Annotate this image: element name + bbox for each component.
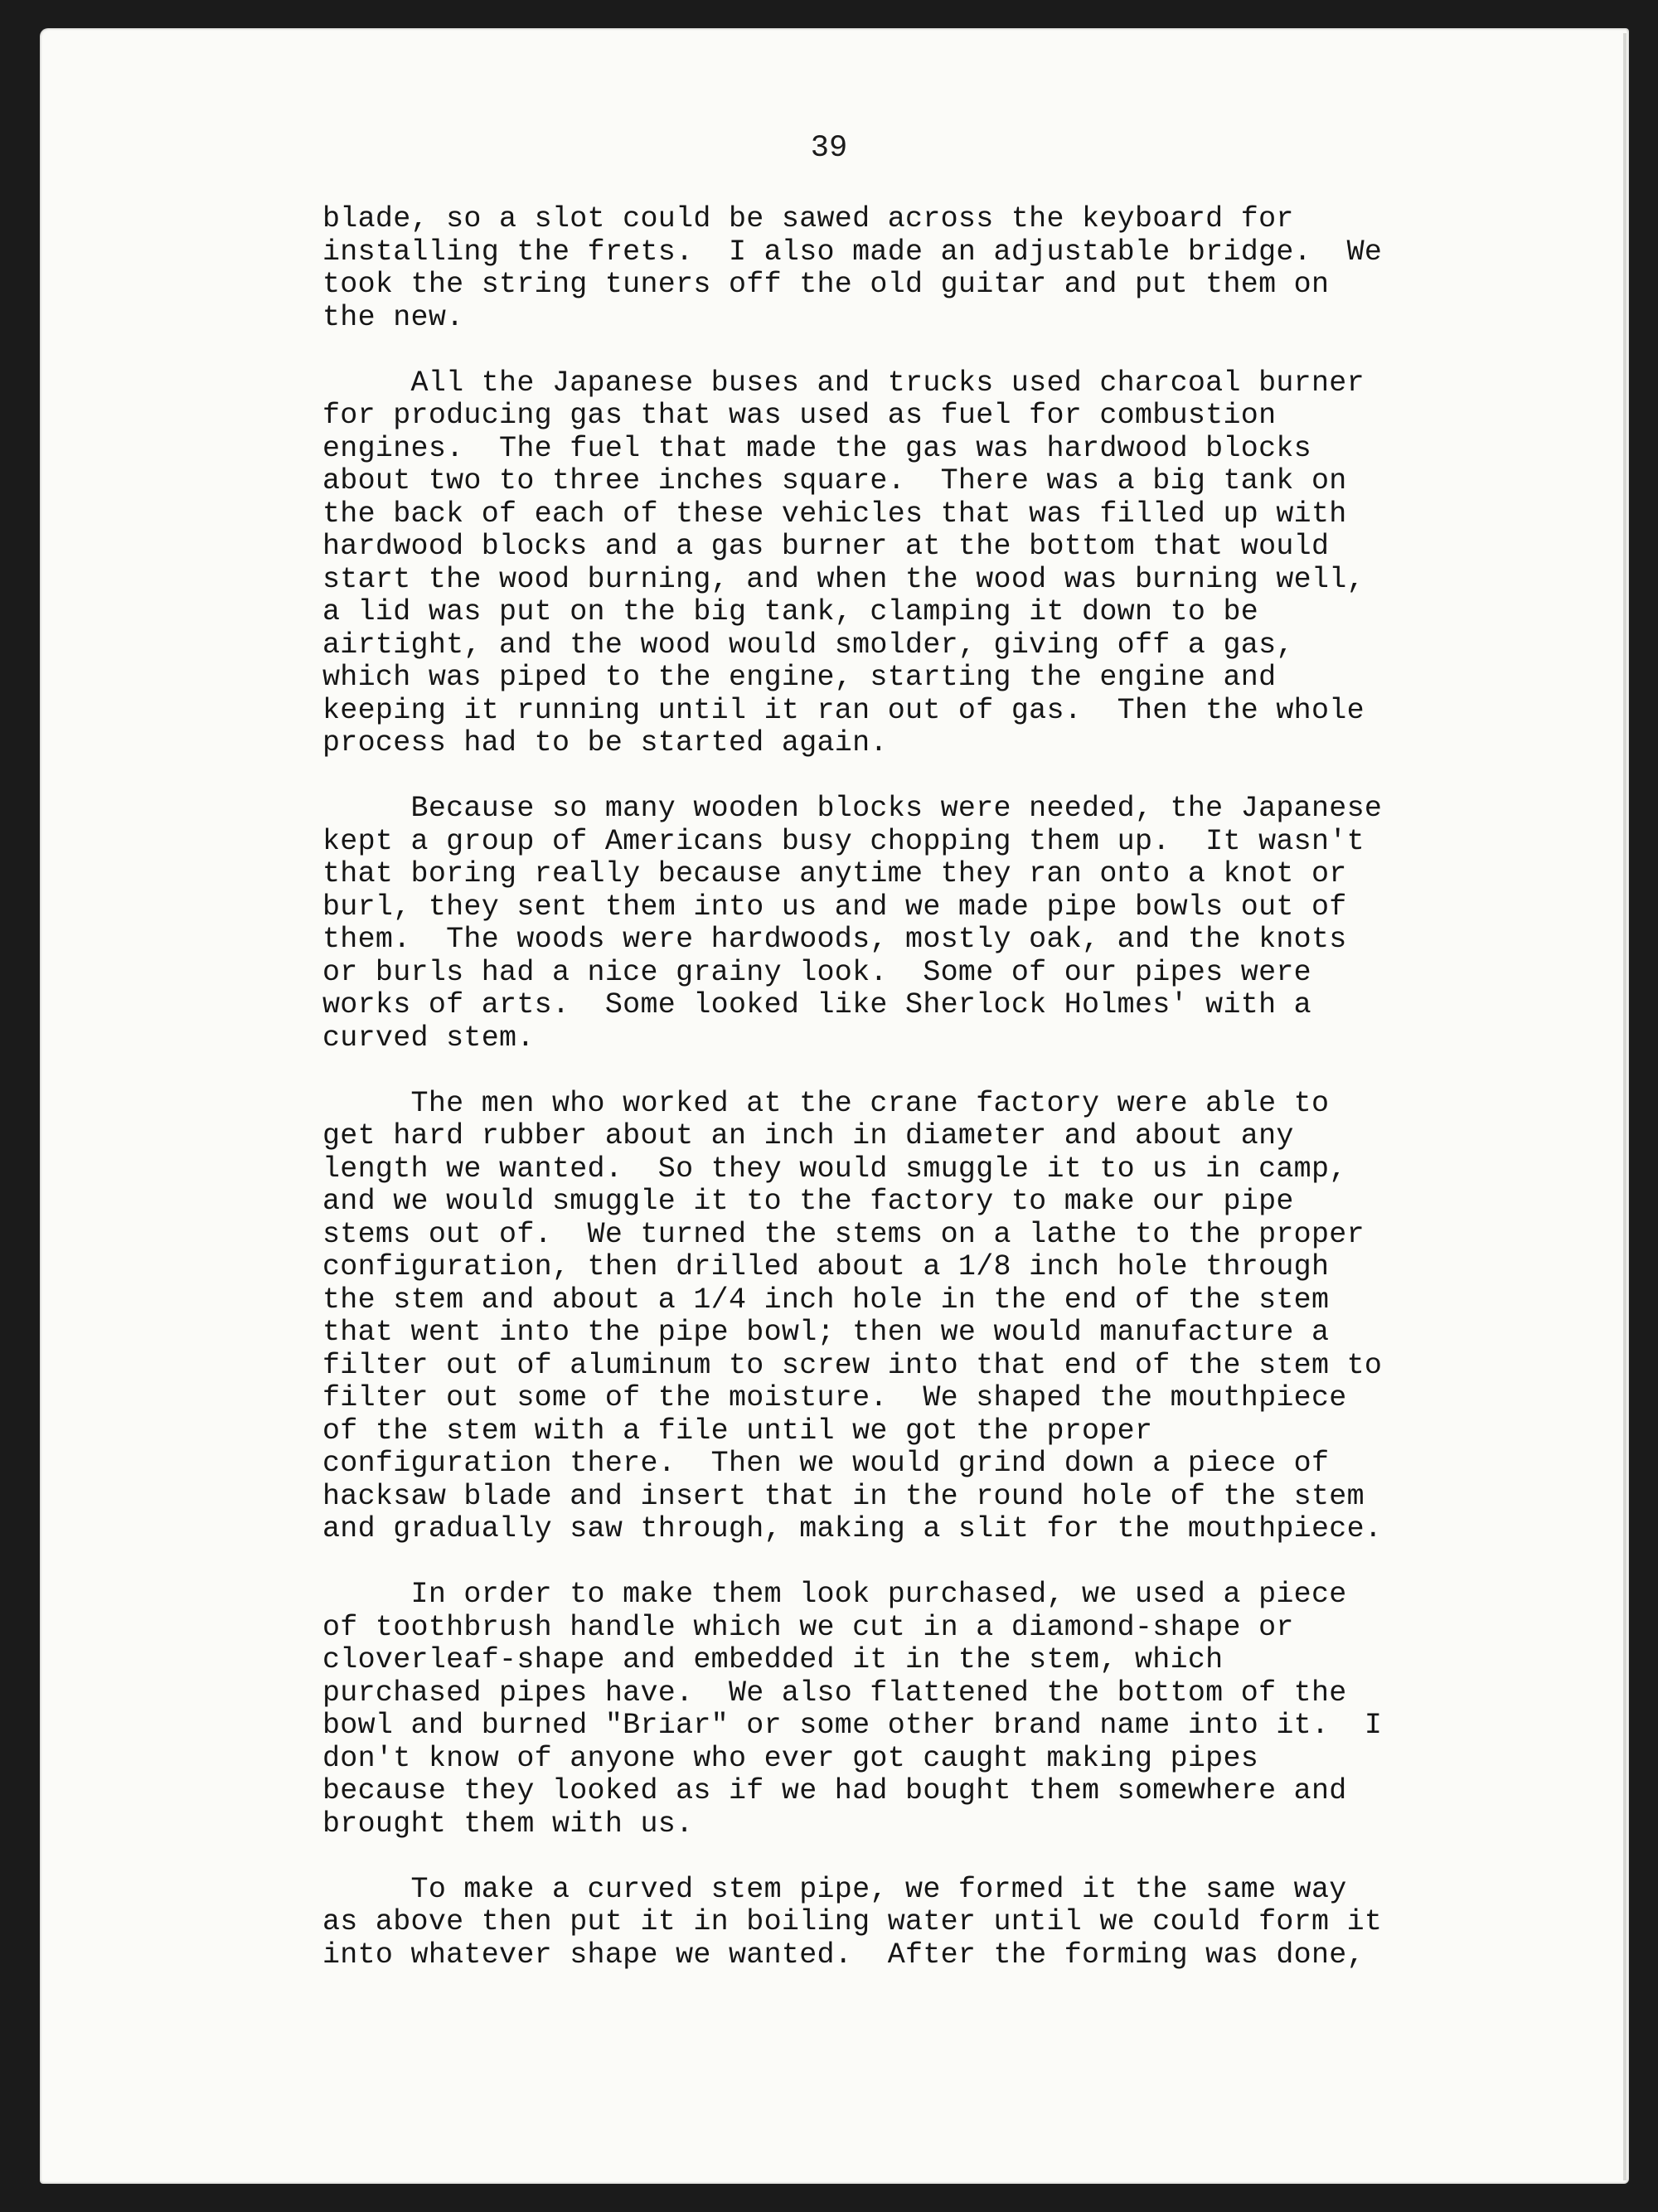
text-line: about two to three inches square. There was a big tank on	[322, 464, 1347, 497]
text-line: the new.	[322, 300, 464, 334]
text-line: because they looked as if we had bought them somewhere and	[322, 1774, 1347, 1807]
text-line: cloverleaf-shape and embedded it in the stem, which	[322, 1643, 1224, 1676]
text-line: filter out some of the moisture. We shaped the mouthpiece	[322, 1381, 1347, 1414]
text-line: that boring really because anytime they ran onto a knot or	[322, 857, 1347, 890]
paragraph-charcoal-burner	[322, 367, 1500, 760]
text-line: the stem and about a 1/4 inch hole in the end of the stem	[322, 1283, 1330, 1317]
text-line: filter out of aluminum to screw into that end of the stem to	[322, 1348, 1383, 1382]
text-line: of toothbrush handle which we cut in a diamond-shape or	[322, 1610, 1294, 1644]
text-line: and we would smuggle it to the factory to make our pipe	[322, 1185, 1294, 1218]
page-number: 39	[810, 131, 848, 166]
text-line: brought them with us.	[322, 1807, 694, 1841]
text-line: keeping it running until it ran out of gas. Then the whole	[322, 693, 1365, 727]
text-line: kept a group of Americans busy chopping them up. It wasn't	[322, 824, 1365, 858]
text-line: start the wood burning, and when the wood was burning well,	[322, 562, 1365, 596]
text-line: the back of each of these vehicles that was filled up with	[322, 497, 1347, 531]
text-line: Because so many wooden blocks were needed, the Japanese	[322, 792, 1383, 825]
text-line: In order to make them look purchased, we used a piece	[322, 1578, 1347, 1611]
text-line: for producing gas that was used as fuel for combustion	[322, 399, 1277, 432]
text-line: curved stem.	[322, 1021, 535, 1055]
text-line: of the stem with a file until we got the proper	[322, 1414, 1153, 1448]
text-line: burl, they sent them into us and we made pipe bowls out of	[322, 890, 1347, 924]
text-line: stems out of. We turned the stems on a lathe to the proper	[322, 1217, 1365, 1251]
paragraph-guitar	[322, 203, 1500, 334]
text-line: or burls had a nice grainy look. Some of our pipes were	[322, 955, 1311, 989]
text-line: took the string tuners off the old guitar and put them on	[322, 268, 1330, 301]
text-line: configuration there. Then we would grind down a piece of	[322, 1447, 1330, 1480]
text-line: that went into the pipe bowl; then we would manufacture a	[322, 1316, 1330, 1349]
paragraph-purchased-look	[322, 1579, 1500, 1841]
text-line: get hard rubber about an inch in diameter and about any	[322, 1119, 1294, 1152]
text-line: works of arts. Some looked like Sherlock Holmes' with a	[322, 988, 1311, 1021]
text-line: and gradually saw through, making a slit for the mouthpiece.	[322, 1512, 1383, 1545]
text-line: length we wanted. So they would smuggle it to us in camp,	[322, 1152, 1347, 1186]
body-text	[322, 203, 1500, 2005]
paragraph-pipe-bowls	[322, 793, 1500, 1055]
page-edge	[1623, 33, 1626, 2180]
text-line: installing the frets. I also made an adjustable bridge. We	[322, 235, 1383, 269]
text-line: airtight, and the wood would smolder, giving off a gas,	[322, 628, 1294, 662]
text-line: bowl and burned "Briar" or some other brand name into it. I	[322, 1709, 1383, 1742]
text-line: a lid was put on the big tank, clamping it down to be	[322, 595, 1259, 628]
text-line: purchased pipes have. We also flattened the bottom of the	[322, 1676, 1347, 1710]
text-line: configuration, then drilled about a 1/8 inch hole through	[322, 1250, 1330, 1283]
text-line: don't know of anyone who ever got caught making pipes	[322, 1741, 1259, 1775]
text-line: The men who worked at the crane factory were able to	[322, 1086, 1330, 1120]
text-line: them. The woods were hardwoods, mostly oak, and the knots	[322, 923, 1347, 956]
text-line: engines. The fuel that made the gas was hardwood blocks	[322, 431, 1311, 465]
text-line: To make a curved stem pipe, we formed it the same way	[322, 1872, 1347, 1906]
text-line: as above then put it in boiling water until we could form it	[322, 1905, 1383, 1938]
text-line: hardwood blocks and a gas burner at the bottom that would	[322, 530, 1330, 563]
text-line: blade, so a slot could be sawed across the keyboard for	[322, 202, 1294, 235]
paragraph-curved-stem	[322, 1874, 1500, 1972]
text-line: hacksaw blade and insert that in the round hole of the stem	[322, 1479, 1365, 1513]
text-line: which was piped to the engine, starting the engine and	[322, 661, 1277, 694]
text-line: All the Japanese buses and trucks used charcoal burner	[322, 366, 1365, 400]
text-line: process had to be started again.	[322, 726, 888, 759]
paragraph-pipe-stems	[322, 1088, 1500, 1546]
text-line: into whatever shape we wanted. After the forming was done,	[322, 1938, 1365, 1972]
